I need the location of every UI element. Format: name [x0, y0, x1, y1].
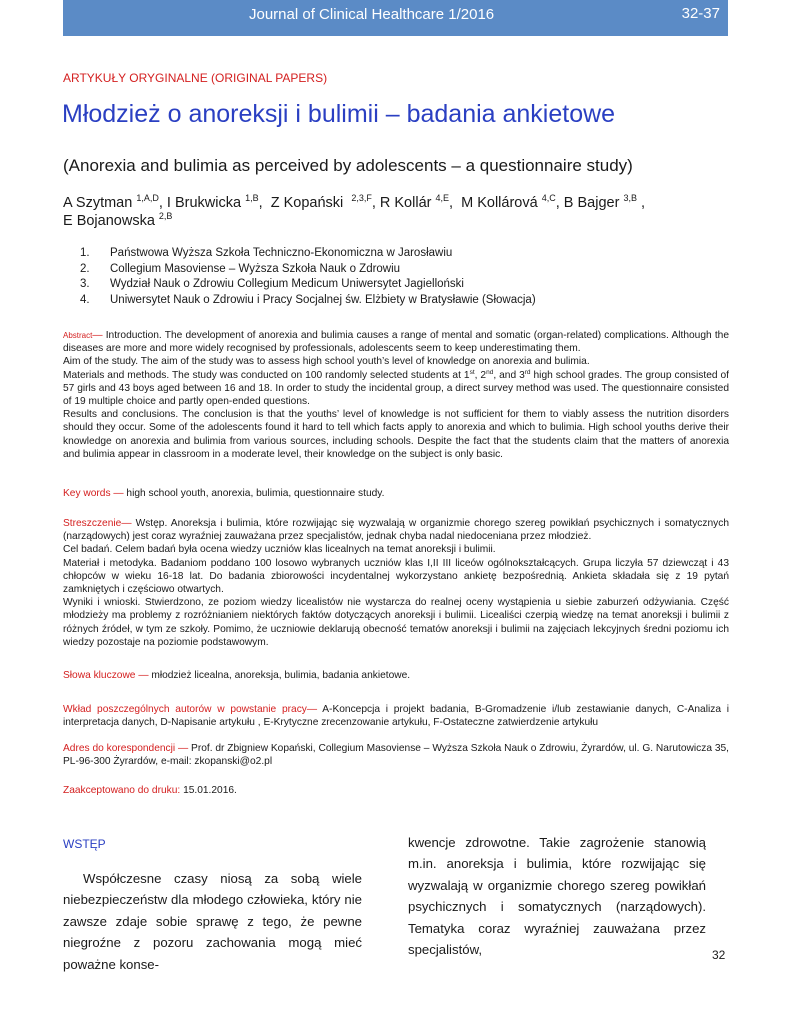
- article-title-english: (Anorexia and bulimia as perceived by adolescents – a questionnaire study): [63, 156, 633, 175]
- streszczenie-material: Materiał i metodyka. Badaniom poddano 100 losowo wybranych uczniów klas I,II III liceów ogólnokształcących. Grupa liczyła 57 dziewcząt i 43 chłopców w wieku 16-18 lat. Do badania zbiorowości incydentalnej wykorzystano ankietę bezpośrednią. Ankieta składała się z 19 pytań zamkniętych i częściowo otwartych.: [63, 557, 729, 596]
- author-name: B Bajger: [563, 195, 620, 211]
- abstract-results: Results and conclusions. The conclusion is that the youths’ level of knowledge is not sufficient for them to viably assess the nutrition disorders should they occur. Some of the adolescents found it hard to tell which facts apply to anorexia and which to bulimia. High school youths derive their knowledge on anorexia and bulimia from various sources, including schools. Despite the fact that the students claim that the matters of anorexia and bulimia appear in classroom in a moderate level, their knowledge on the subject is only basic.: [63, 409, 729, 460]
- body-column-left: [63, 868, 362, 975]
- author-name: Z Kopański: [270, 195, 344, 211]
- correspondence-label: Adres do korespondencji —: [63, 743, 189, 754]
- affiliation-text: Wydział Nauk o Zdrowiu Collegium Medicum Uniwersytet Jagielloński: [110, 278, 464, 290]
- body-paragraph: kwencje zdrowotne. Takie zagrożenie stanowią m.in. anoreksja i bulimia, które rozwijając się wyzwalają w organizmie chorego szereg powikłań psychicznych i somatycznych (narządowych). Tematyka coraz wyraźniej zauważana przez specjalistów,: [408, 835, 706, 958]
- affiliation-text: Państwowa Wyższa Szkoła Techniczno-Ekonomiczna w Jarosławiu: [110, 247, 453, 259]
- author-affiliation-marker: 2,3,F: [351, 193, 372, 203]
- author-name: E Bojanowska: [63, 213, 155, 229]
- journal-title: Journal of Clinical Healthcare 1/2016: [249, 6, 495, 23]
- abstract-dash: —: [92, 330, 103, 341]
- keywords-section: [63, 487, 729, 500]
- body-column-right: [408, 832, 706, 960]
- correspondence-text: Prof. dr Zbigniew Kopański, Collegium Masoviense – Wyższa Szkoła Nauk o Zdrowiu, Żyrardów, ul. G. Narutowicza 35, PL-96-300 Żyrardów, e-mail: zkopanski@o2.pl: [63, 743, 729, 768]
- author-affiliation-marker: 1,A,D: [136, 193, 159, 203]
- article-title-polish: Młodzież o anoreksji i bulimii – badania ankietowe: [62, 100, 616, 128]
- author-affiliation-marker: 1,B: [245, 193, 259, 203]
- affiliation-number: 2.: [80, 262, 90, 275]
- affiliation-item: [80, 294, 536, 310]
- affiliation-number: 1.: [80, 247, 90, 259]
- streszczenie-wyniki: Wyniki i wnioski. Stwierdzono, ze poziom wiedzy licealistów nie wystarcza do realnej oceny wystąpienia u siebie zaburzeń odżywiania. Część młodzieży ma problemy z rozróżnianiem niektórych faktów dotyczących anoreksji i bulimii. Licealiści czerpią wiedzę na temat anoreksji i bulimii z różnych źródeł, w tym ze szkoły. Pomimo, że uczniowie deklarują obecność tematów anoreksji i bulimii na zajęciach lekcyjnych średni poziomu ich wiedzy pozostaje na poziomie podstawowym.: [63, 597, 729, 648]
- author-contribution-text: A-Koncepcja i projekt badania, B-Gromadzenie i/lub zestawianie danych, C-Analiza i interpretacja danych, D-Napisanie artykułu , E-Krytyczne zrecenzowanie artykułu, F-Ostateczne zatwierdzenie artykułu: [63, 704, 729, 729]
- accepted-section: [63, 784, 729, 797]
- ordinal-suffix: st: [469, 368, 475, 376]
- affiliation-list: [80, 247, 536, 309]
- author-name: A Szytman: [63, 195, 133, 211]
- abstract-methods-text: Materials and methods. The study was conducted on 100 randomly selected students at 1: [63, 369, 470, 381]
- streszczenie-section: [63, 517, 729, 649]
- abstract-methods-text: high school grades. The group consisted of 57 girls and 43 boys aged between 16 and 18. In order to study the incidental group, a direct survey method was used. The questionnaire consisted of 19 multiple choice and partly open-ended questions.: [63, 369, 729, 408]
- abstract-label: Abstract: [63, 331, 93, 340]
- abstract-methods-text: , 2: [474, 369, 487, 381]
- keywords-label: Key words —: [63, 488, 124, 499]
- affiliation-text: Collegium Masoviense – Wyższa Szkoła Nauk o Zdrowiu: [110, 262, 401, 275]
- author-affiliation-marker: 4,C: [541, 193, 556, 203]
- abstract-introduction: Introduction. The development of anorexia and bulimia causes a range of mental and somatic (organ-related) complications. Although the diseases are more and more widely recognised by professionals, adolescents seem to keep underestimating them.: [63, 330, 729, 355]
- author-affiliation-marker: 4,E: [435, 193, 450, 203]
- author-name: I Brukwicka: [166, 195, 242, 211]
- author-affiliation-marker: 2,B: [158, 211, 173, 221]
- author-affiliation-marker: 3,B: [623, 193, 637, 203]
- streszczenie-wstep: Wstęp. Anoreksja i bulimia, które rozwijając się wyzwalają w organizmie chorego szereg powikłań psychicznych i somatycznych (narządowych) jest coraz wyraźniej zauważana przez specjalistów, jednak chyba nadal niedoceniana przez młodzież.: [63, 518, 729, 543]
- page-number: 32: [712, 948, 726, 962]
- author-list: A Szytman $^{1,A,D}$, I Brukwicka $^{1,B}$, Z Kopański $^{2,3,F}$, R Kollár $^{4,E}$, M Kollárová $^{4,C}$, B Bajger $^{3,B}$ , E Bojanowska $^{2,B}$: [63, 193, 646, 229]
- abstract-section: [63, 329, 729, 461]
- affiliation-item: [80, 263, 536, 279]
- abstract-methods-text: , and 3: [493, 369, 525, 381]
- affiliation-text: Uniwersytet Nauk o Zdrowiu i Pracy Socjalnej św. Elżbiety w Bratysławie (Słowacja): [110, 293, 536, 306]
- ordinal-suffix: nd: [486, 368, 494, 376]
- slowa-kluczowe-dash: —: [135, 670, 152, 681]
- journal-header-bar: [63, 0, 728, 36]
- author-contribution-section: [63, 703, 729, 729]
- slowa-kluczowe-text: młodzież licealna, anoreksja, bulimia, badania ankietowe.: [151, 670, 411, 681]
- author-name: R Kollár: [379, 195, 432, 211]
- correspondence-section: [63, 742, 729, 768]
- slowa-kluczowe-label: Słowa kluczowe: [63, 670, 136, 681]
- page-range: 32-37: [681, 5, 720, 22]
- section-tag: ARTYKUŁY ORYGINALNE (ORIGINAL PAPERS): [63, 71, 328, 85]
- author-contribution-label: Wkład poszczególnych autorów w powstanie pracy—: [63, 704, 318, 715]
- author-name: M Kollárová: [461, 195, 538, 211]
- ordinal-suffix: rd: [524, 368, 531, 376]
- accepted-label: Zaakceptowano do druku:: [63, 785, 181, 796]
- abstract-aim: Aim of the study. The aim of the study was to assess high school youth’s level of knowledge on anorexia and bulimia.: [63, 356, 590, 368]
- accepted-date: 15.01.2016.: [180, 785, 237, 796]
- affiliation-item: [80, 278, 536, 294]
- section-heading-wstep: WSTĘP: [63, 837, 106, 851]
- affiliation-number: 4.: [80, 293, 90, 306]
- streszczenie-cel: Cel badań. Celem badań była ocena wiedzy uczniów klas licealnych na temat anoreksji i bulimii.: [63, 544, 496, 556]
- slowa-kluczowe-section: [63, 669, 729, 682]
- affiliation-number: 3.: [80, 278, 90, 290]
- affiliation-item: [80, 247, 536, 263]
- streszczenie-label: Streszczenie—: [63, 518, 132, 529]
- keywords-text: high school youth, anorexia, bulimia, questionnaire study.: [123, 488, 385, 499]
- body-paragraph: Współczesne czasy niosą za sobą wiele niebezpieczeństw dla młodego człowieka, który nie zawsze zdaje sobie sprawę z tego, że pewne niegroźne z pozoru zachowania mogą mieć poważne konse-: [63, 871, 362, 972]
